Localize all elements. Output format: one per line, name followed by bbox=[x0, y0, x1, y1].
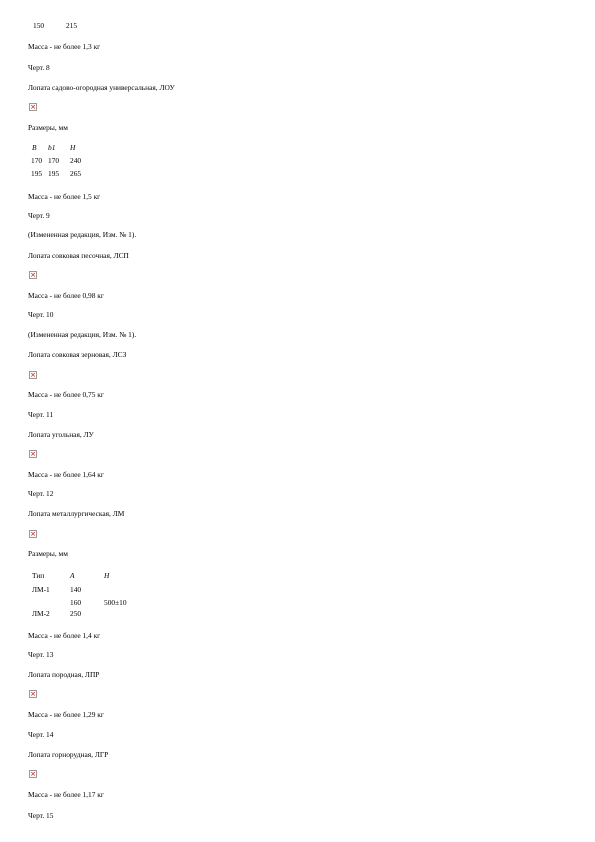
mass-text: Масса - не более 1,4 кг bbox=[28, 631, 101, 640]
mass-text: Масса - не более 1,29 кг bbox=[28, 710, 104, 719]
section-title: Лопата породная, ЛПР bbox=[28, 670, 100, 679]
table-header: b1 bbox=[48, 143, 56, 152]
mass-text: Масса - не более 1,17 кг bbox=[28, 790, 104, 799]
table-header: H bbox=[70, 143, 76, 152]
section-title: Лопата совковая песочная, ЛСП bbox=[28, 251, 129, 260]
table-cell: 240 bbox=[70, 156, 82, 165]
table-cell: 215 bbox=[66, 21, 78, 30]
broken-image-icon: × bbox=[30, 530, 36, 538]
table-cell: 160 bbox=[70, 598, 82, 607]
table-cell: 195 bbox=[31, 169, 43, 178]
section-title: Лопата угольная, ЛУ bbox=[28, 430, 94, 439]
broken-image-icon: × bbox=[30, 371, 36, 379]
table-cell: 265 bbox=[70, 169, 82, 178]
broken-image-icon: × bbox=[30, 770, 36, 778]
chart-caption: Черт. 8 bbox=[28, 63, 50, 72]
table-header: Н bbox=[104, 571, 110, 580]
table-cell: 140 bbox=[70, 585, 82, 594]
broken-image-icon: × bbox=[30, 271, 36, 279]
table-cell: 150 bbox=[33, 21, 45, 30]
chart-caption: Черт. 12 bbox=[28, 489, 54, 498]
section-title: Лопата горнорудная, ЛГР bbox=[28, 750, 109, 759]
mass-text: Масса - не более 0,98 кг bbox=[28, 291, 104, 300]
chart-caption: Черт. 11 bbox=[28, 410, 54, 419]
mass-text: Масса - не более 1,5 кг bbox=[28, 192, 101, 201]
table-header: B bbox=[32, 143, 37, 152]
chart-caption: Черт. 14 bbox=[28, 730, 54, 739]
sizes-label: Размеры, мм bbox=[28, 549, 68, 558]
table-cell: 170 bbox=[48, 156, 60, 165]
mass-text: Масса - не более 0,75 кг bbox=[28, 390, 104, 399]
section-title: Лопата совковая зерновая, ЛСЗ bbox=[28, 350, 127, 359]
section-title: Лопата металлургическая, ЛМ bbox=[28, 509, 125, 518]
table-cell: 500±10 bbox=[104, 598, 127, 607]
table-cell: ЛМ-1 bbox=[32, 585, 50, 594]
chart-caption: Черт. 9 bbox=[28, 211, 50, 220]
table-header: Тип bbox=[32, 571, 45, 580]
chart-caption: Черт. 15 bbox=[28, 811, 54, 820]
section-title: Лопата садово-огородная универсальная, ЛОУ bbox=[28, 83, 175, 92]
chart-caption: Черт. 10 bbox=[28, 310, 54, 319]
broken-image-icon: × bbox=[30, 103, 36, 111]
mass-text: Масса - не более 1,3 кг bbox=[28, 42, 101, 51]
table-cell: 170 bbox=[31, 156, 43, 165]
revision-note: (Измененная редакция, Изм. № 1). bbox=[28, 330, 137, 339]
table-cell: ЛМ-2 bbox=[32, 609, 50, 618]
mass-text: Масса - не более 1,64 кг bbox=[28, 470, 104, 479]
broken-image-icon: × bbox=[30, 450, 36, 458]
sizes-label: Размеры, мм bbox=[28, 123, 68, 132]
broken-image-icon: × bbox=[30, 690, 36, 698]
revision-note: (Измененная редакция, Изм. № 1). bbox=[28, 230, 137, 239]
table-cell: 195 bbox=[48, 169, 60, 178]
table-cell: 250 bbox=[70, 609, 82, 618]
table-header: А bbox=[70, 571, 75, 580]
chart-caption: Черт. 13 bbox=[28, 650, 54, 659]
